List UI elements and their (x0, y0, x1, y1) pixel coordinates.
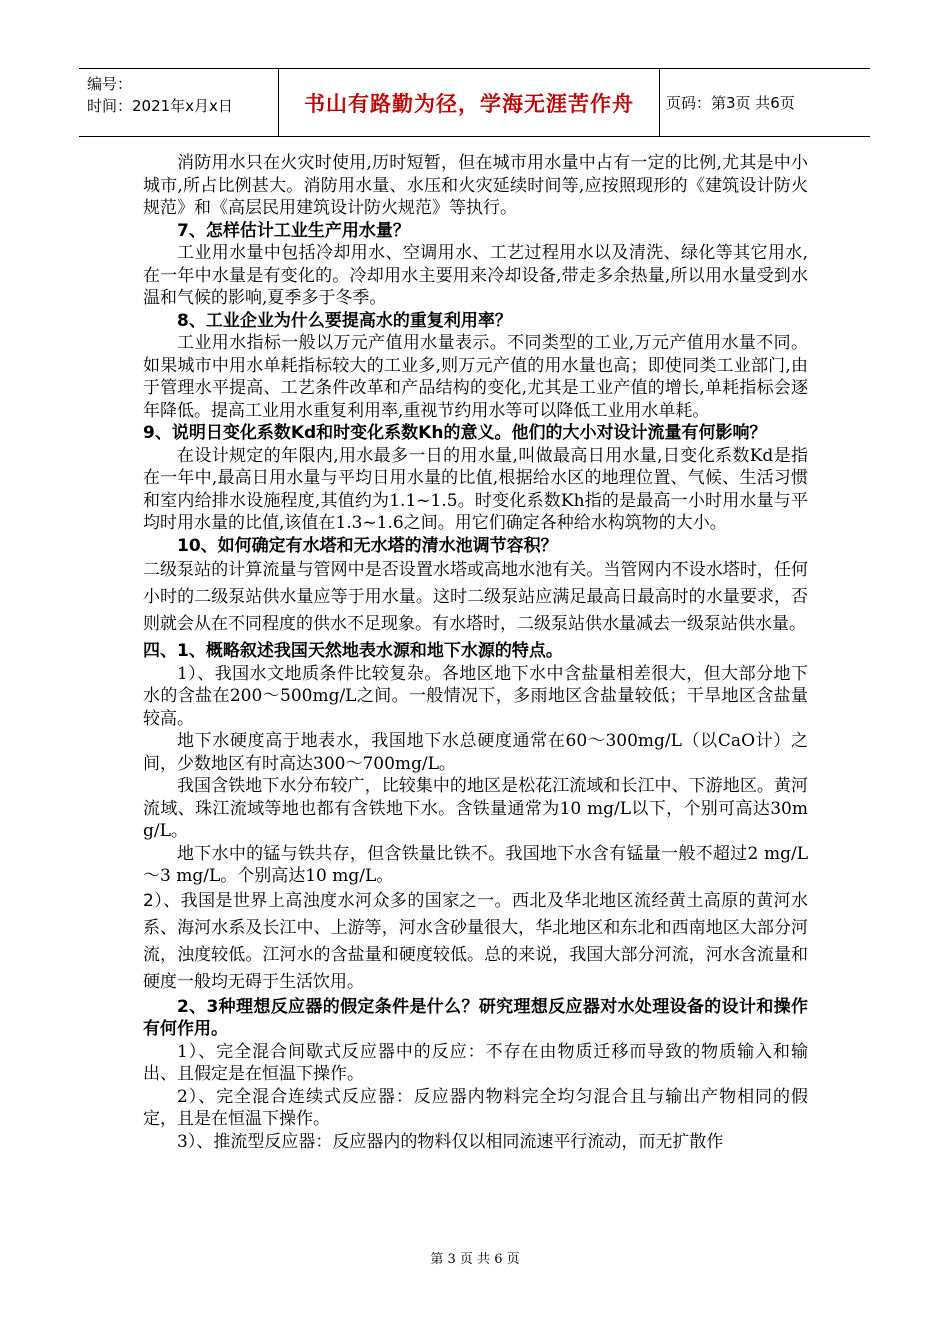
heading-q7: 7、怎样估计工业生产用水量？ (177, 220, 410, 241)
paragraph-groundwater-salt: 1）、我国水文地质条件比较复杂。各地区地下水中含盐量相差很大，但大部分地下水的含盐在200～500mg/L之间。一般情况下，多雨地区含盐量较低；干旱地区含盐量较高。 (143, 663, 808, 729)
heading-q10: 10、如何确定有水塔和无水塔的清水池调节容积？ (177, 535, 558, 556)
heading-q8: 8、工业企业为什么要提高水的重复利用率？ (177, 310, 512, 331)
paragraph-groundwater-manganese: 地下水中的锰与铁共存，但含铁量比铁不。我国地下水含有锰量一般不超过2 mg/L ～3 mg/L。个别高达10 mg/L。 (143, 843, 808, 886)
document-body (143, 152, 808, 1153)
header-page-label: 页码：第3页 共6页 (666, 94, 795, 112)
paragraph-batch-reactor: 1）、完全混合间歇式反应器中的反应：不存在由物质迁移而导致的物质输入和输出、且假定是在恒温下操作。 (143, 1041, 808, 1084)
paragraph-variation-coefficient: 在设计规定的年限内,用水最多一日的用水量,叫做最高日用水量,日变化系数Kd是指在一年中,最高日用水量与平均日用水量的比值,根据给水区的地理位置、气候、生活习惯和室内给排水设施程度,其值约为1.1~1.5。时变化系数Kh指的是最高一小时用水量与平均时用水量的比值,该值在1.3~1.6之间。用它们确定各种给水构筑物的大小。 (143, 445, 808, 533)
paragraph-groundwater-iron: 我国含铁地下水分布较广，比较集中的地区是松花江流域和长江中、下游地区。黄河流域、珠江流域等地也都有含铁地下水。含铁量通常为10 mg/L以下，个别可高达30mg/L。 (143, 776, 808, 841)
page-header (79, 68, 870, 137)
document-time-label: 时间：2021年x月x日 (87, 97, 233, 115)
heading-q9: 9、说明日变化系数Kd和时变化系数Kh的意义。他们的大小对设计流量有何影响？ (143, 423, 767, 443)
heading-section-4-q1: 四、1、概略叙述我国天然地表水源和地下水源的特点。 (143, 641, 563, 661)
paragraph-plug-flow: 3）、推流型反应器：反应器内的物料仅以相同流速平行流动，而无扩散作 (177, 1131, 724, 1152)
paragraph-industrial-water: 工业用水量中包括冷却用水、空调用水、工艺过程用水以及清洗、绿化等其它用水,在一年中水量是有变化的。冷却用水主要用来冷却设备,带走多余热量,所以用水量受到水温和气候的影响,夏季多于冬季。 (143, 243, 808, 308)
paragraph-surface-water-turbidity: 2）、我国是世界上高浊度水河众多的国家之一。西北及华北地区流经黄土高原的黄河水系、海河水系及长江中、上游等，河水含砂量很大，华北地区和东北和西南地区大部分河流，浊度较低。江河水的含盐量和硬度较低。总的来说，我国大部分河流，河水含流量和硬度一般均无碍于生活饮用。 (143, 890, 808, 992)
paragraph-groundwater-hardness: 地下水硬度高于地表水，我国地下水总硬度通常在60～300mg/L（以CaO计）之间，少数地区有时高达300～700mg/L。 (143, 731, 808, 774)
document-number-label: 编号： (87, 75, 133, 93)
paragraph-reuse-rate: 工业用水指标一般以万元产值用水量表示。不同类型的工业,万元产值用水量不同。如果城市中用水单耗指标较大的工业多,则万元产值的用水量也高；即使同类工业部门,由于管理水平提高、工艺条件改革和产品结构的变化,尤其是工业产值的增长,单耗指标会逐年降低。提高工业用水重复利用率,重视节约用水等可以降低工业用水单耗。 (143, 333, 808, 421)
paragraph-fire-water: 消防用水只在火灾时使用,历时短暂，但在城市用水量中占有一定的比例,尤其是中小城市,所占比例甚大。消防用水量、水压和火灾延续时间等,应按照现形的《建筑设计防火规范》和《高层民用建筑设计防火规范》等执行。 (143, 153, 808, 218)
header-meta (79, 69, 279, 136)
paragraph-clear-water-tank: 二级泵站的计算流量与管网中是否设置水塔或高地水池有关。当管网内不设水塔时，任何小时的二级泵站供水量应等于用水量。这时二级泵站应满足最高日最高时的水量要求，否则就会从在不同程度的供水不足现象。有水塔时，二级泵站供水量减去一级泵站供水量。 (143, 560, 808, 634)
header-motto: 书山有路勤为径，学海无涯苦作舟 (279, 69, 660, 136)
page-footer: 第 3 页 共 6 页 (430, 1252, 520, 1267)
paragraph-cstr: 2）、完全混合连续式反应器：反应器内物料完全均匀混合且与输出产物相同的假定，且是在恒温下操作。 (143, 1086, 808, 1129)
heading-q2-reactors: 2、3种理想反应器的假定条件是什么？研究理想反应器对水处理设备的设计和操作有何作用。 (143, 996, 808, 1039)
